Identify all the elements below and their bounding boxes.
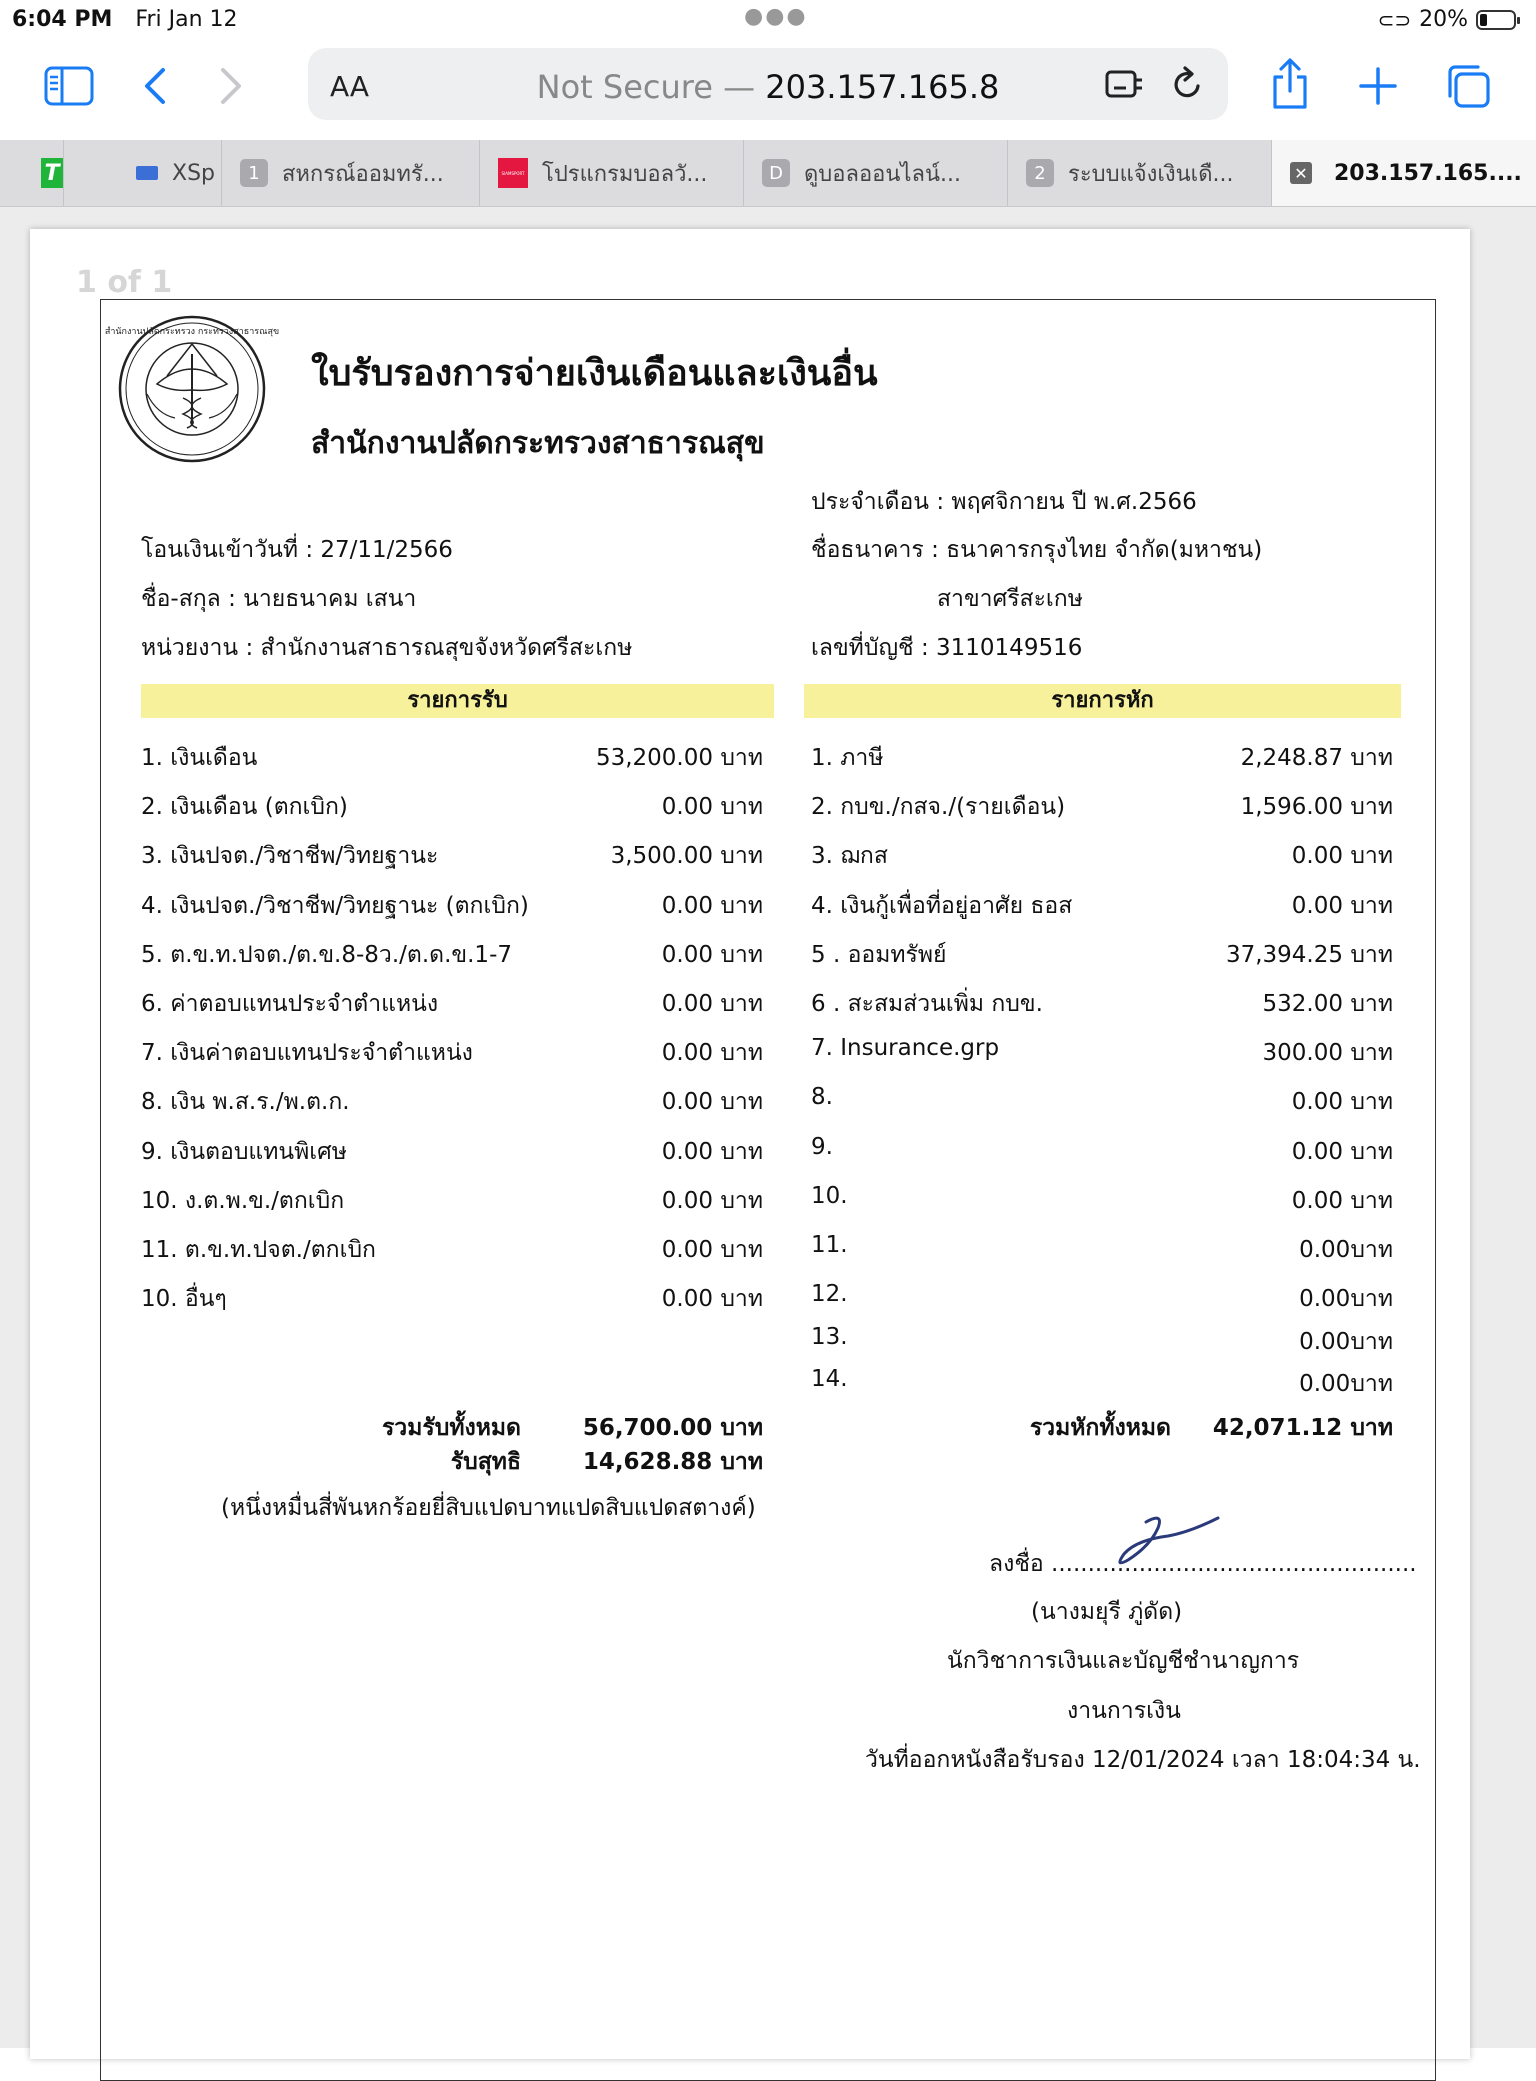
new-tab-icon[interactable] [1358, 66, 1398, 106]
income-row [141, 1084, 763, 1114]
total-income: 56,700.00 บาท [582, 1415, 763, 1441]
row-amount: 0.00บาท [1299, 1371, 1393, 1397]
row-label: 1. ภาษี [811, 745, 884, 771]
row-label: 10. ง.ต.พ.ข./ตกเบิก [141, 1188, 345, 1214]
row-amount: 2,248.87 บาท [1240, 745, 1393, 771]
row-amount: 3,500.00 บาท [610, 843, 763, 869]
income-row [141, 838, 763, 868]
employee-unit: หน่วยงาน : สำนักงานสาธารณสุขจังหวัดศรีสะเกษ [141, 635, 633, 661]
svg-text:สำนักงานปลัดกระทรวง กระทรวงสาธ: สำนักงานปลัดกระทรวง กระทรวงสาธารณสุข [104, 327, 280, 337]
row-label: 10. อื่นๆ [141, 1286, 227, 1312]
tab-overview-icon[interactable] [1444, 62, 1492, 110]
document-title: ใบรับรองการจ่ายเงินเดือนและเงินอื่น [311, 353, 878, 394]
income-row [141, 1281, 763, 1311]
pdf-viewer[interactable] [0, 207, 1536, 2048]
row-amount: 53,200.00 บาท [595, 745, 763, 771]
net-amount: 14,628.88 บาท [582, 1449, 763, 1475]
row-label: 1. เงินเดือน [141, 745, 258, 771]
tab-1[interactable] [0, 140, 64, 206]
row-amount: 0.00บาท [1299, 1237, 1393, 1263]
deduction-row [811, 740, 1393, 770]
deduction-row [811, 1084, 1393, 1114]
row-amount: 532.00 บาท [1262, 991, 1393, 1017]
sidebar-icon[interactable] [44, 66, 94, 106]
row-label: 4. เงินปจต./วิชาชีพ/วิทยฐานะ (ตกเบิก) [141, 893, 529, 919]
battery-icon [1476, 10, 1516, 30]
row-amount: 0.00 บาท [661, 893, 763, 919]
signature-line: ลงชื่อ .................................................. [989, 1551, 1417, 1577]
row-label: 11. ต.ข.ท.ปจต./ตกเบิก [141, 1237, 376, 1263]
row-amount: 0.00บาท [1299, 1329, 1393, 1355]
deduction-row [811, 1324, 1393, 1354]
row-amount: 0.00 บาท [661, 794, 763, 820]
issue-timestamp: วันที่ออกหนังสือรับรอง 12/01/2024 เวลา 18:04:34 น. [865, 1747, 1421, 1773]
document-subtitle: สำนักงานปลัดกระทรวงสาธารณสุข [311, 426, 765, 461]
tab-favicon-siamsport-icon: SIAMSPORT [498, 158, 528, 188]
row-amount: 0.00 บาท [661, 1089, 763, 1115]
row-amount: 300.00 บาท [1262, 1040, 1393, 1066]
tab-6[interactable]: 2 ระบบแจ้งเงินเดื... [1008, 140, 1272, 206]
deduction-row [811, 1183, 1393, 1213]
total-deduction: 42,071.12 บาท [1212, 1415, 1393, 1441]
row-label: 6. ค่าตอบแทนประจำตำแหน่ง [141, 991, 439, 1017]
bank-branch: สาขาศรีสะเกษ [937, 586, 1083, 612]
row-amount: 0.00 บาท [1291, 1188, 1393, 1214]
row-label: 11. [811, 1232, 848, 1258]
deduction-row [811, 838, 1393, 868]
row-amount: 0.00 บาท [661, 1139, 763, 1165]
deduction-row [811, 1035, 1393, 1065]
deduction-row [811, 937, 1393, 967]
signer-name: (นางมยุรี ภู่ดัด) [1031, 1599, 1183, 1625]
total-income-label: รวมรับทั้งหมด [381, 1415, 521, 1441]
deduction-row [811, 1232, 1393, 1262]
extension-icon[interactable] [1104, 66, 1144, 106]
row-amount: 0.00 บาท [1291, 893, 1393, 919]
tab-4[interactable]: SIAMSPORT โปรแกรมบอลวั... [480, 140, 744, 206]
row-label: 8. [811, 1084, 833, 1110]
ministry-seal-icon [104, 314, 280, 464]
deduction-row [811, 986, 1393, 1016]
tab-favicon-number-icon: 2 [1026, 159, 1054, 187]
tab-active[interactable]: ✕ 203.157.165.... [1272, 140, 1536, 206]
tab-5[interactable]: D ดูบอลออนไลน์... [744, 140, 1008, 206]
income-row [141, 888, 763, 918]
row-label: 7. เงินค่าตอบแทนประจำตำแหน่ง [141, 1040, 473, 1066]
row-amount: 0.00 บาท [661, 1286, 763, 1312]
row-label: 12. [811, 1281, 848, 1307]
back-icon[interactable] [138, 64, 172, 108]
transfer-date: โอนเงินเข้าวันที่ : 27/11/2566 [141, 537, 453, 563]
reader-aa-button[interactable]: AA [330, 70, 370, 103]
row-amount: 0.00 บาท [661, 1040, 763, 1066]
net-amount-words: (หนึ่งหมื่นสี่พันหกร้อยยี่สิบแปดบาทแปดสิบแปดสตางค์) [221, 1495, 756, 1521]
status-time: 6:04 PM Fri Jan 12 [12, 7, 238, 32]
deduction-row [811, 1281, 1393, 1311]
row-label: 13. [811, 1324, 848, 1350]
row-amount: 0.00 บาท [661, 991, 763, 1017]
tab-favicon-d-icon: D [762, 159, 790, 187]
deduction-row [811, 888, 1393, 918]
row-label: 5. ต.ข.ท.ปจต./ต.ข.8-8ว./ต.ด.ข.1-7 [141, 942, 512, 968]
reload-icon[interactable] [1170, 64, 1206, 108]
address-bar[interactable] [308, 48, 1228, 120]
row-amount: 0.00 บาท [1291, 843, 1393, 869]
status-bar [0, 0, 1536, 40]
certificate-frame [100, 299, 1436, 2081]
row-label: 8. เงิน พ.ส.ร./พ.ต.ก. [141, 1089, 350, 1115]
pay-month: ประจำเดือน : พฤศจิกายน ปี พ.ศ.2566 [811, 489, 1197, 515]
row-amount: 0.00 บาท [1291, 1089, 1393, 1115]
income-row [141, 937, 763, 967]
row-amount: 0.00 บาท [1291, 1139, 1393, 1165]
row-amount: 0.00 บาท [661, 1188, 763, 1214]
signer-position: นักวิชาการเงินและบัญชีชำนาญการ [947, 1648, 1300, 1674]
tab-favicon-t-icon: T [41, 158, 63, 188]
browser-toolbar [0, 40, 1536, 140]
tab-bar [0, 140, 1536, 207]
row-label: 6 . สะสมส่วนเพิ่ม กบข. [811, 991, 1043, 1017]
row-label: 3. เงินปจต./วิชาชีพ/วิทยฐานะ [141, 843, 439, 869]
share-icon[interactable] [1268, 56, 1312, 112]
row-amount: 1,596.00 บาท [1240, 794, 1393, 820]
bank-name: ชื่อธนาคาร : ธนาคารกรุงไทย จำกัด(มหาชน) [811, 537, 1263, 563]
income-row [141, 1134, 763, 1164]
row-amount: 0.00บาท [1299, 1286, 1393, 1312]
tab-favicon-card-icon [136, 166, 158, 180]
address-text[interactable]: Not Secure — 203.157.165.8 [536, 68, 1000, 106]
row-label: 7. Insurance.grp [811, 1035, 1000, 1061]
row-label: 9. [811, 1134, 833, 1160]
income-row [141, 740, 763, 770]
multitask-dots-icon[interactable]: ●●● [744, 4, 808, 29]
deduction-header: รายการหัก [804, 684, 1401, 718]
battery-percent: 20% [1419, 7, 1468, 32]
row-amount: 0.00 บาท [661, 1237, 763, 1263]
net-label: รับสุทธิ [450, 1449, 521, 1475]
row-amount: 0.00 บาท [661, 942, 763, 968]
deduction-row [811, 1366, 1393, 1396]
tab-2[interactable]: XSp [64, 140, 222, 206]
row-amount: 37,394.25 บาท [1225, 942, 1393, 968]
row-label: 2. เงินเดือน (ตกเบิก) [141, 794, 348, 820]
row-label: 14. [811, 1366, 848, 1392]
tab-3[interactable]: 1 สหกรณ์ออมทรั... [222, 140, 480, 206]
link-icon: ⊂⊃ [1377, 7, 1412, 32]
income-row [141, 1232, 763, 1262]
page-count: 1 of 1 [76, 265, 173, 300]
employee-name: ชื่อ-สกุล : นายธนาคม เสนา [141, 586, 417, 612]
forward-icon[interactable] [214, 64, 248, 108]
row-label: 5 . ออมทรัพย์ [811, 942, 947, 968]
row-label: 3. ฌกส [811, 843, 888, 869]
status-right [1378, 7, 1516, 32]
pdf-page [30, 229, 1470, 2059]
total-deduction-label: รวมหักทั้งหมด [1029, 1415, 1171, 1441]
row-label: 9. เงินตอบแทนพิเศษ [141, 1139, 347, 1165]
income-row [141, 1035, 763, 1065]
deduction-row [811, 1134, 1393, 1164]
row-label: 4. เงินกู้เพื่อที่อยู่อาศัย ธอส [811, 893, 1073, 919]
tab-favicon-number-icon: 1 [240, 159, 268, 187]
deduction-row [811, 789, 1393, 819]
row-label: 2. กบข./กสจ./(รายเดือน) [811, 794, 1066, 820]
signer-section: งานการเงิน [1067, 1698, 1181, 1724]
income-row [141, 1183, 763, 1213]
tab-close-icon[interactable]: ✕ [1290, 162, 1312, 184]
income-row [141, 789, 763, 819]
account-number: เลขที่บัญชี : 3110149516 [811, 635, 1083, 661]
row-label: 10. [811, 1183, 848, 1209]
income-row [141, 986, 763, 1016]
income-header: รายการรับ [141, 684, 774, 718]
